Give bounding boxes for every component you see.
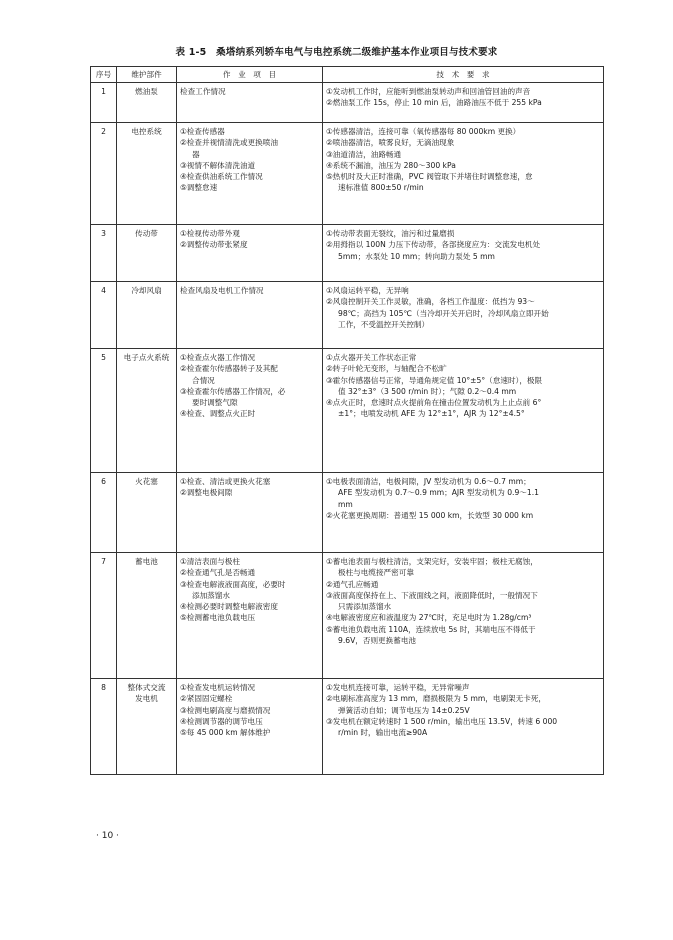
work-item: ①检查、清洁或更换火花塞 [180, 477, 271, 486]
work-items-cell [177, 282, 323, 349]
part-cell [117, 282, 177, 349]
requirements-cell [323, 473, 604, 553]
requirement: 5mm；水泵处 10 mm；转向助力泵处 5 mm [338, 251, 495, 261]
requirement: 弹簧活动自如；调节电压为 14±0.25V [338, 705, 470, 715]
table-header-row [91, 67, 604, 83]
row-number-cell [91, 83, 117, 123]
part-name: 电控系统 [131, 127, 162, 136]
requirement: ④系统不漏油，油压为 280～300 kPa [326, 160, 456, 170]
work-item: ④检查、调整点火正时 [180, 409, 256, 419]
work-item: ②调整电极间隙 [180, 488, 233, 498]
header-part: 维护部件 [117, 67, 177, 83]
requirement: r/min 时，输出电流≥90A [338, 728, 428, 738]
work-items-cell [177, 679, 323, 775]
work-items-cell [177, 349, 323, 473]
requirement: ②电刷标准高度为 13 mm，磨损极限为 5 mm，电刷架无卡死， [326, 694, 547, 704]
row-number: 2 [101, 127, 106, 136]
requirements-cell [323, 123, 604, 225]
requirements-cell [323, 83, 604, 123]
requirement: ①发动机工作时，应能听到燃油泵转动声和回油管回油的声音 [326, 87, 531, 96]
part-cell [117, 473, 177, 553]
requirement: ①电极表面清洁，电极间隙，JV 型发动机为 0.6～0.7 mm； [326, 477, 531, 486]
requirement: ②转子叶轮无变形，与轴配合不松旷 [326, 364, 447, 374]
table-row [91, 553, 604, 679]
table-row [91, 473, 604, 553]
work-item: ⑤调整怠速 [180, 183, 218, 193]
part-name: 蓄电池 [135, 557, 158, 566]
requirement: ①发电机连接可靠，运转平稳，无异常噪声 [326, 683, 470, 692]
table-row [91, 679, 604, 775]
requirement: 9.6V，否则更换蓄电池 [338, 636, 417, 646]
requirement: ①传动带表面无裂纹，油污和过量磨损 [326, 229, 455, 238]
requirement: 98℃；高挡为 105℃（当冷却开关开启时，冷却风扇立即开始 [338, 308, 549, 318]
requirement: 值 32°±3°（3 500 r/min 时）；气隙 0.2～0.4 mm [338, 386, 517, 396]
header-no: 序号 [91, 67, 117, 83]
row-number: 7 [101, 557, 106, 566]
requirement: AFE 型发动机为 0.7～0.9 mm；AJR 型发动机为 0.9～1.1 [338, 488, 539, 498]
row-number-cell [91, 553, 117, 679]
page-number: · 10 · [96, 831, 119, 841]
requirement: ③霍尔传感器信号正常，导通角规定值 10°±5°（怠速时），极限 [326, 375, 543, 385]
work-items-cell [177, 83, 323, 123]
work-item: 器 [192, 149, 200, 159]
row-number: 3 [101, 229, 106, 238]
row-number-cell [91, 282, 117, 349]
work-item: ③检查霍尔传感器工作情况，必 [180, 386, 286, 396]
work-item: ③检测电刷高度与磨损情况 [180, 705, 271, 715]
row-number-cell [91, 225, 117, 282]
requirements-cell [323, 282, 604, 349]
row-number: 6 [101, 477, 106, 486]
requirement: ①风扇运转平稳，无异响 [326, 286, 409, 295]
row-number-cell [91, 123, 117, 225]
part-cell [117, 83, 177, 123]
requirement: ③油道清洁，油路畅通 [326, 149, 402, 159]
requirement: ⑤热机时及大正时准确，PVC 阀管取下并堵住时调整怠速，怠 [326, 172, 533, 182]
requirement: 工作，不受温控开关控制） [338, 319, 430, 329]
requirement: ⑤蓄电池负载电流 110A，连续放电 5s 时，其端电压不得低于 [326, 624, 536, 634]
row-number-cell [91, 473, 117, 553]
requirement: ④电解液密度应和液温度为 27℃时，充足电时为 1.28g/cm³ [326, 613, 532, 623]
work-item: 添加蒸馏水 [192, 590, 230, 600]
requirement: ③液面高度保持在上、下液面线之间，液面降低时，一般情况下 [326, 590, 538, 600]
table-row [91, 349, 604, 473]
work-item: 检查风扇及电机工作情况 [180, 286, 264, 295]
requirement: ②燃油泵工作 15s，停止 10 min 后，油路油压不低于 255 kPa [326, 98, 542, 108]
part-cell [117, 679, 177, 775]
work-item: ①检查传感器 [180, 127, 225, 136]
work-items-cell [177, 553, 323, 679]
part-name: 电子点火系统 [123, 353, 170, 362]
work-item: ①检视传动带外观 [180, 229, 240, 238]
part-name: 冷却风扇 [131, 286, 162, 295]
requirements-cell [323, 553, 604, 679]
part-cell [117, 123, 177, 225]
requirement: ②通气孔应畅通 [326, 579, 379, 589]
work-item: ②调整传动带张紧度 [180, 240, 248, 250]
part-name: 传动带 [135, 229, 158, 238]
requirement: mm [338, 499, 353, 509]
maintenance-table [90, 66, 604, 775]
work-item: ②检查并视情清洗或更换喷油 [180, 138, 278, 148]
table-row [91, 282, 604, 349]
requirement: ②火花塞更换周期：普通型 15 000 km，长效型 30 000 km [326, 510, 534, 520]
work-item: ④检查供油系统工作情况 [180, 172, 263, 182]
table-title: 表 1-5 桑塔纳系列轿车电气与电控系统二级维护基本作业项目与技术要求 [175, 47, 498, 58]
part-cell [117, 225, 177, 282]
row-number: 1 [101, 87, 106, 96]
requirement: 只需添加蒸馏水 [338, 602, 392, 612]
requirement: ±1°；电喷发动机 AFE 为 12°±1°，AJR 为 12°±4.5° [338, 409, 525, 419]
work-items-cell [177, 123, 323, 225]
requirement: 速标准值 800±50 r/min [338, 183, 424, 193]
requirement: ①点火器开关工作状态正常 [326, 353, 417, 362]
work-item: ④检测调节器的调节电压 [180, 716, 263, 726]
part-cell [117, 349, 177, 473]
work-item: 要时调整气隙 [192, 398, 238, 408]
requirement: ①传感器清洁，连接可靠（氧传感器每 80 000km 更换） [326, 127, 521, 136]
requirements-cell [323, 349, 604, 473]
work-item: ②紧固固定螺栓 [180, 694, 233, 704]
work-item: ⑤检测蓄电池负载电压 [180, 613, 256, 623]
table-row [91, 123, 604, 225]
table-row [91, 83, 604, 123]
part-name: 火花塞 [135, 477, 158, 486]
header-items: 作 业 项 目 [177, 67, 323, 83]
requirement: 极柱与电缆接严密可靠 [338, 568, 414, 578]
table-body [91, 83, 604, 775]
work-item: ①清洁表面与极柱 [180, 557, 240, 566]
row-number-cell [91, 349, 117, 473]
requirement: ③发电机在额定转速时 1 500 r/min，输出电压 13.5V，转速 6 000 [326, 716, 558, 726]
requirements-cell [323, 679, 604, 775]
work-item: 检查工作情况 [180, 87, 226, 96]
work-item: ②检查通气孔是否畅通 [180, 568, 256, 578]
row-number: 4 [101, 286, 106, 295]
requirement: ②风扇控制开关工作灵敏，准确，各档工作温度：低挡为 93～ [326, 297, 535, 307]
row-number-cell [91, 679, 117, 775]
work-item: 合情况 [192, 375, 215, 385]
work-item: ①检查发电机运转情况 [180, 683, 256, 692]
requirement: ②用拇指以 100N 力压下传动带，各部挠度应为：交流发电机处 [326, 240, 541, 250]
work-item: ⑤每 45 000 km 解体维护 [180, 728, 271, 738]
part-name: 发电机 [135, 694, 158, 704]
work-item: ③视情不解体清洗油道 [180, 160, 256, 170]
work-items-cell [177, 225, 323, 282]
work-item: ③检查电解液液面高度，必要时 [180, 579, 286, 589]
part-name: 整体式交流 [127, 683, 166, 692]
requirement: ②喷油器清洁，喷雾良好，无滴油现象 [326, 138, 455, 148]
part-name: 燃油泵 [135, 87, 158, 96]
row-number: 8 [101, 683, 106, 692]
table-row [91, 225, 604, 282]
work-items-cell [177, 473, 323, 553]
header-requirements: 技 术 要 求 [323, 67, 604, 83]
work-item: ①检查点火器工作情况 [180, 353, 256, 362]
requirement: ④点火正时，怠速时点火提前角在撞击位置发动机为上止点前 6° [326, 398, 542, 408]
row-number: 5 [101, 353, 106, 362]
work-item: ②检查霍尔传感器转子及其配 [180, 364, 278, 374]
requirements-cell [323, 225, 604, 282]
work-item: ④检测必要时调整电解液密度 [180, 602, 278, 612]
requirement: ①蓄电池表面与极柱清洁，支架完好，安装牢固；极柱无腐蚀， [326, 557, 538, 566]
part-cell [117, 553, 177, 679]
